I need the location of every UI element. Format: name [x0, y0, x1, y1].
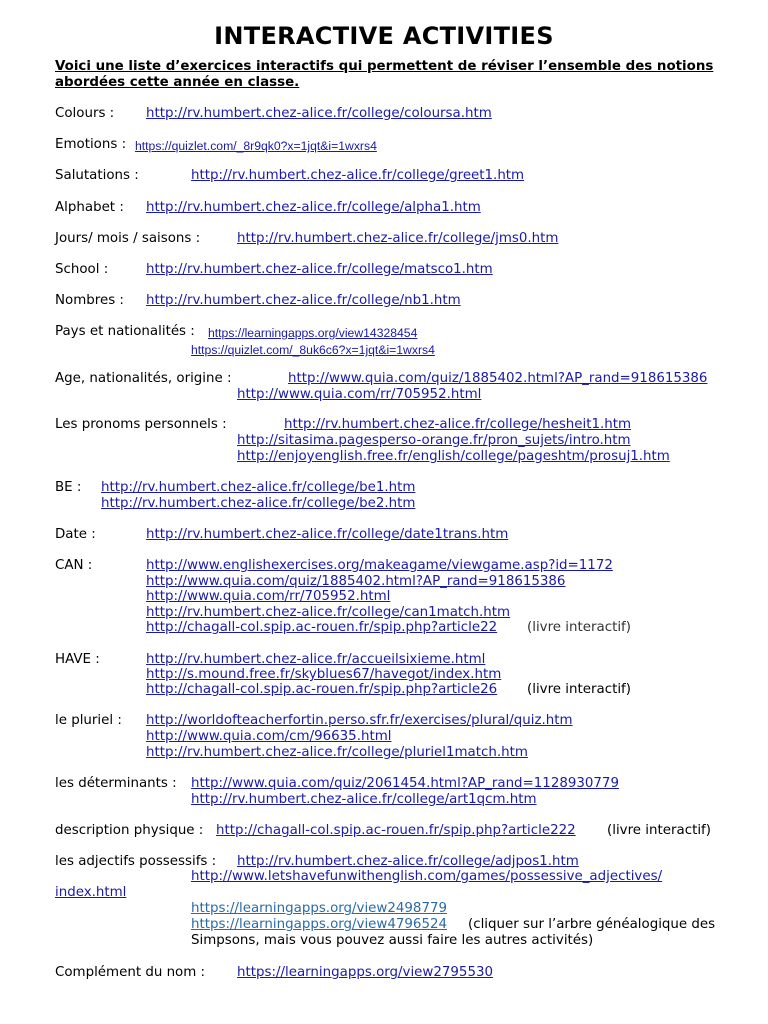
label-date: Date :: [55, 527, 96, 542]
label-salutations: Salutations :: [55, 168, 139, 183]
link-can-5[interactable]: http://chagall-col.spip.ac-rouen.fr/spip.php?article22: [146, 620, 498, 635]
link-nombres[interactable]: http://rv.humbert.chez-alice.fr/college/nb1.htm: [146, 293, 461, 308]
label-can: CAN :: [55, 558, 93, 573]
link-possessifs-3[interactable]: https://learningapps.org/view2498779: [191, 901, 448, 916]
link-age-2[interactable]: http://www.quia.com/rr/705952.html: [237, 387, 482, 402]
label-school: School :: [55, 262, 109, 277]
label-nombres: Nombres :: [55, 293, 124, 308]
link-can-3[interactable]: http://www.quia.com/rr/705952.html: [146, 589, 391, 604]
link-colours[interactable]: http://rv.humbert.chez-alice.fr/college/coloursa.htm: [146, 106, 492, 121]
intro-text: Voici une liste d’exercices interactifs qui permettent de réviser l’ensemble des notions abordées cette année en classe.: [55, 59, 714, 90]
link-pluriel-2[interactable]: http://www.quia.com/cm/96635.html: [146, 729, 392, 744]
link-determinants-1[interactable]: http://www.quia.com/quiz/2061454.html?AP_rand=1128930779: [191, 776, 619, 791]
note-can: (livre interactif): [527, 620, 631, 635]
label-be: BE :: [55, 480, 82, 495]
link-emotions[interactable]: https://quizlet.com/_8r9qk0?x=1jqt&i=1wxrs4: [135, 139, 377, 153]
link-description[interactable]: http://chagall-col.spip.ac-rouen.fr/spip.php?article222: [216, 823, 576, 838]
link-can-2[interactable]: http://www.quia.com/quiz/1885402.html?AP_rand=918615386: [146, 574, 566, 589]
link-be-1[interactable]: http://rv.humbert.chez-alice.fr/college/be1.htm: [101, 480, 416, 495]
note-possessifs-2: Simpsons, mais vous pouvez aussi faire les autres activités): [191, 933, 594, 948]
label-alphabet: Alphabet :: [55, 200, 124, 215]
link-have-1[interactable]: http://rv.humbert.chez-alice.fr/accueilsixieme.html: [146, 652, 486, 667]
link-possessifs-4[interactable]: https://learningapps.org/view4796524: [191, 917, 448, 932]
label-emotions: Emotions :: [55, 137, 127, 152]
link-possessifs-2[interactable]: http://www.letshavefunwithenglish.com/games/possessive_adjectives/: [191, 869, 663, 884]
label-colours: Colours :: [55, 106, 115, 121]
link-school[interactable]: http://rv.humbert.chez-alice.fr/college/matsco1.htm: [146, 262, 493, 277]
link-date[interactable]: http://rv.humbert.chez-alice.fr/college/date1trans.htm: [146, 527, 509, 542]
label-description: description physique :: [55, 823, 204, 838]
link-have-2[interactable]: http://s.mound.free.fr/skyblues67/havegot/index.htm: [146, 667, 502, 682]
link-pluriel-1[interactable]: http://worldofteacherfortin.perso.sfr.fr/exercises/plural/quiz.htm: [146, 713, 573, 728]
label-have: HAVE :: [55, 652, 100, 667]
page-title: INTERACTIVE ACTIVITIES: [214, 22, 554, 50]
label-pronoms: Les pronoms personnels :: [55, 417, 227, 432]
link-salutations[interactable]: http://rv.humbert.chez-alice.fr/college/greet1.htm: [191, 168, 525, 183]
note-description: (livre interactif): [607, 823, 711, 838]
link-can-4[interactable]: http://rv.humbert.chez-alice.fr/college/can1match.htm: [146, 605, 511, 620]
link-have-3[interactable]: http://chagall-col.spip.ac-rouen.fr/spip.php?article26: [146, 682, 498, 697]
label-pluriel: le pluriel :: [55, 713, 122, 728]
link-possessifs-2-cont[interactable]: index.html: [55, 885, 127, 900]
link-pronoms-1[interactable]: http://rv.humbert.chez-alice.fr/college/hesheit1.htm: [284, 417, 632, 432]
link-possessifs-1[interactable]: http://rv.humbert.chez-alice.fr/college/adjpos1.htm: [237, 854, 579, 869]
link-can-1[interactable]: http://www.englishexercises.org/makeagame/viewgame.asp?id=1172: [146, 558, 613, 573]
link-alphabet[interactable]: http://rv.humbert.chez-alice.fr/college/alpha1.htm: [146, 200, 481, 215]
link-pays-1[interactable]: https://learningapps.org/view14328454: [208, 326, 418, 340]
link-jours[interactable]: http://rv.humbert.chez-alice.fr/college/jms0.htm: [237, 231, 559, 246]
link-determinants-2[interactable]: http://rv.humbert.chez-alice.fr/college/art1qcm.htm: [191, 792, 537, 807]
label-possessifs: les adjectifs possessifs :: [55, 854, 217, 869]
label-jours: Jours/ mois / saisons :: [55, 231, 201, 246]
label-complement: Complément du nom :: [55, 965, 206, 980]
link-complement[interactable]: https://learningapps.org/view2795530: [237, 965, 494, 980]
link-age-1[interactable]: http://www.quia.com/quiz/1885402.html?AP_rand=918615386: [288, 371, 708, 386]
link-be-2[interactable]: http://rv.humbert.chez-alice.fr/college/be2.htm: [101, 496, 416, 511]
note-possessifs-1: (cliquer sur l’arbre généalogique des: [468, 917, 716, 932]
label-pays: Pays et nationalités :: [55, 324, 195, 339]
link-pronoms-2[interactable]: http://sitasima.pagesperso-orange.fr/pron_sujets/intro.htm: [237, 433, 631, 448]
link-pronoms-3[interactable]: http://enjoyenglish.free.fr/english/college/pageshtm/prosuj1.htm: [237, 449, 670, 464]
link-pluriel-3[interactable]: http://rv.humbert.chez-alice.fr/college/pluriel1match.htm: [146, 745, 528, 760]
note-have: (livre interactif): [527, 682, 631, 697]
link-pays-2[interactable]: https://quizlet.com/_8uk6c6?x=1jqt&i=1wxrs4: [191, 343, 435, 357]
label-determinants: les déterminants :: [55, 776, 177, 791]
label-age: Age, nationalités, origine :: [55, 371, 232, 386]
